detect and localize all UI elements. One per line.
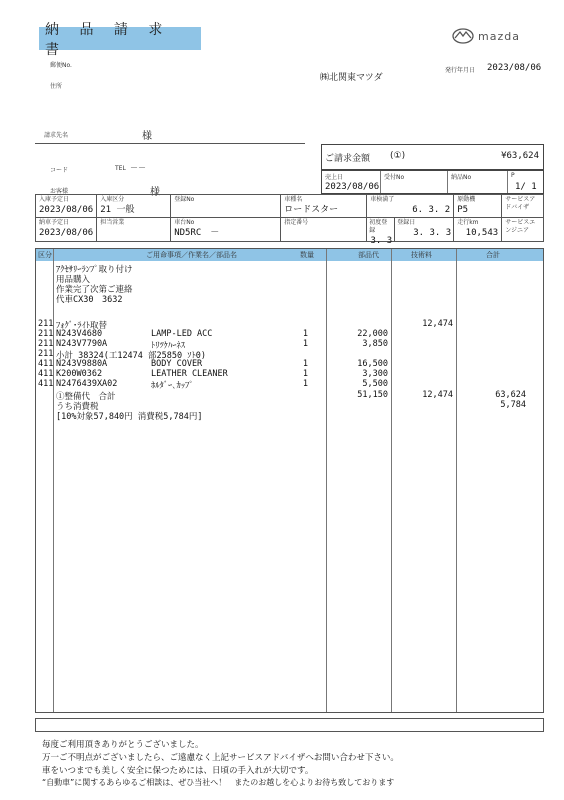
cell-cat: 211 [38, 319, 54, 329]
customer-sama: 様 [150, 187, 160, 198]
cell-cat: 411 [38, 359, 54, 369]
tel-value: －－ [130, 163, 146, 172]
cell-desc: N243V7790A [56, 339, 108, 349]
reg-date: 3. 3. 3 [413, 228, 452, 238]
cell-qty: 1 [302, 339, 308, 349]
sale-date-label: 売上日 [325, 174, 344, 181]
delivery-no-label: 納品No [451, 174, 472, 181]
table-row [36, 263, 543, 273]
delivery-date-label: 納車予定日 [39, 219, 70, 226]
engine-label: 原動機 [457, 196, 476, 203]
in-type-label: 入庫区分 [100, 196, 125, 203]
mileage-label: 走行km [457, 219, 479, 226]
footer-line-2: 万一ご不明点がございましたら、ご遠慮なく上記サービスアドバイザへお問い合わせ下さい。 [42, 753, 399, 763]
cell-desc: うち消費税 [56, 402, 99, 412]
table-row [36, 369, 543, 379]
table-row [36, 400, 543, 410]
table-row [36, 329, 543, 339]
col-labor: 技術料 [411, 251, 432, 259]
engineer-label: サービスエンジニア [505, 219, 536, 234]
receipt-label: 受付No [384, 174, 405, 181]
reg-label: 登録No [174, 196, 195, 203]
cell-cat: 211 [38, 329, 54, 339]
code-label: コード [50, 167, 69, 174]
customer-label: お客様 [50, 188, 69, 195]
brand-name: mazda [478, 29, 520, 43]
cell-name: LAMP-LED ACC [151, 329, 213, 339]
col-parts: 部品代 [358, 251, 379, 259]
tel-label: TEL [115, 165, 126, 172]
cell-desc: N243V9880A [56, 359, 108, 369]
amount-value: ¥63,624 [501, 151, 539, 161]
model: ロードスター [284, 205, 339, 215]
remarks-box [35, 718, 544, 732]
cell-cat: 211 [38, 349, 54, 359]
cell-parts: 51,150 [357, 390, 388, 400]
spec-label: 指定番号 [284, 219, 309, 226]
footer-line-1: 毎度ご利用頂きありがとうございました。 [42, 740, 204, 750]
footer-line-3: 車をいつまでも美しく安全に保つためには、日頃の手入れが大切です。 [42, 766, 314, 776]
table-row [36, 349, 543, 359]
col-description: ご用命事項／作業名／部品名 [146, 251, 237, 259]
amount-circle: (①) [390, 151, 406, 161]
reg-date-label: 登録日 [397, 219, 416, 226]
billing-sama: 様 [142, 131, 152, 142]
cell-desc: ①整備代 合計 [56, 392, 116, 402]
vehicle-info-table [35, 194, 544, 246]
footer-line-4: “自動車”に関するあらゆるご相談は、ぜひ当社へ！ またのお越しを心よりお待ち致しております [42, 778, 395, 787]
cell-parts: 3,300 [362, 369, 388, 379]
cell-qty: 1 [302, 379, 308, 389]
items-table [35, 248, 544, 713]
table-row [36, 410, 543, 420]
table-row [36, 293, 543, 303]
model-label: 車種名 [284, 196, 303, 203]
chassis: ND5RC － [174, 228, 220, 238]
delivery-date: 2023/08/06 [39, 228, 94, 238]
col-quantity: 数量 [300, 251, 314, 259]
cell-desc: 代車CX30 3632 [56, 295, 123, 305]
cell-parts: 16,500 [357, 359, 388, 369]
billing-to-label: 請求先名 [44, 132, 69, 139]
cell-cat: 211 [38, 339, 54, 349]
cell-parts: 5,500 [362, 379, 388, 389]
cell-desc: ｱｸｾｻﾘｰﾗﾝﾌﾟ取り付け [56, 265, 133, 275]
table-row [36, 359, 543, 369]
cell-qty: 1 [302, 329, 308, 339]
mazda-emblem-icon [452, 28, 474, 44]
cell-desc: 作業完了次第ご連絡 [56, 285, 133, 295]
cell-name: ﾄﾘﾂｹﾊｰﾈｽ [151, 341, 186, 351]
cell-name: ﾎﾙﾀﾞｰ､ｶｯﾌﾟ [151, 381, 194, 391]
cell-qty: 1 [302, 359, 308, 369]
sales-label: 担当営業 [100, 219, 125, 226]
table-row [36, 273, 543, 283]
cell-cat: 411 [38, 369, 54, 379]
amount-label: ご請求金額 [325, 154, 371, 164]
col-category: 区分 [38, 251, 52, 259]
document-title: 納 品 請 求 書 [39, 27, 201, 50]
issue-date-label: 発行年月日 [445, 67, 476, 74]
col-total: 合計 [486, 251, 500, 259]
engine: P5 [457, 205, 469, 215]
billing-underline [35, 143, 305, 144]
cell-cat: 411 [38, 379, 54, 389]
cell-desc: ﾌｫｸﾞ･ﾗｲﾄ取替 [56, 321, 108, 331]
cell-parts: 3,850 [362, 339, 388, 349]
table-row [36, 319, 543, 329]
in-type: 21 一般 [100, 205, 135, 215]
address-label: 住所 [50, 83, 63, 90]
cell-parts: 22,000 [357, 329, 388, 339]
cell-desc: N2476439XA02 [56, 379, 118, 389]
cell-name: LEATHER CLEANER [151, 369, 228, 379]
page-value: 1/ 1 [515, 182, 537, 192]
mazda-logo [452, 26, 548, 46]
table-row [36, 379, 543, 389]
cell-qty: 1 [302, 369, 308, 379]
page-label: P [511, 172, 515, 179]
cell-desc: 用品購入 [56, 275, 91, 285]
first-reg-label: 初度登録 [369, 219, 388, 234]
sale-date: 2023/08/06 [325, 182, 380, 192]
table-row [36, 339, 543, 349]
amount-box [321, 144, 544, 170]
table-row [36, 283, 543, 293]
table-row [36, 390, 543, 400]
sale-info-box [321, 170, 544, 194]
first-reg: 3. 3 [370, 236, 393, 246]
cell-labor: 12,474 [422, 319, 453, 329]
cell-desc: 小計 38324(工12474 部25850 ｿﾄ0) [56, 351, 206, 361]
cell-name: BODY COVER [151, 359, 203, 369]
cell-labor: 12,474 [422, 390, 453, 400]
cell-desc: [10%対象57,840円 消費税5,784円] [56, 412, 203, 422]
company-name: ㈱北関東マツダ [320, 73, 383, 83]
items-header [36, 249, 543, 261]
advisor-label: サービスアドバイザ [505, 196, 536, 211]
in-date: 2023/08/06 [39, 205, 94, 215]
mileage: 10,543 [465, 228, 499, 238]
inspection-label: 車検満了 [370, 196, 395, 203]
cell-total: 63,624 [495, 390, 526, 400]
issue-date: 2023/08/06 [487, 63, 542, 73]
inspection: 6. 3. 2 [412, 205, 451, 215]
in-date-label: 入庫予定日 [39, 196, 70, 203]
chassis-label: 車台No [174, 219, 195, 226]
cell-desc: N243V4680 [56, 329, 103, 339]
cell-total: 5,784 [500, 400, 526, 410]
cell-desc: K200W0362 [56, 369, 103, 379]
postal-label: 郵便No. [50, 62, 72, 69]
